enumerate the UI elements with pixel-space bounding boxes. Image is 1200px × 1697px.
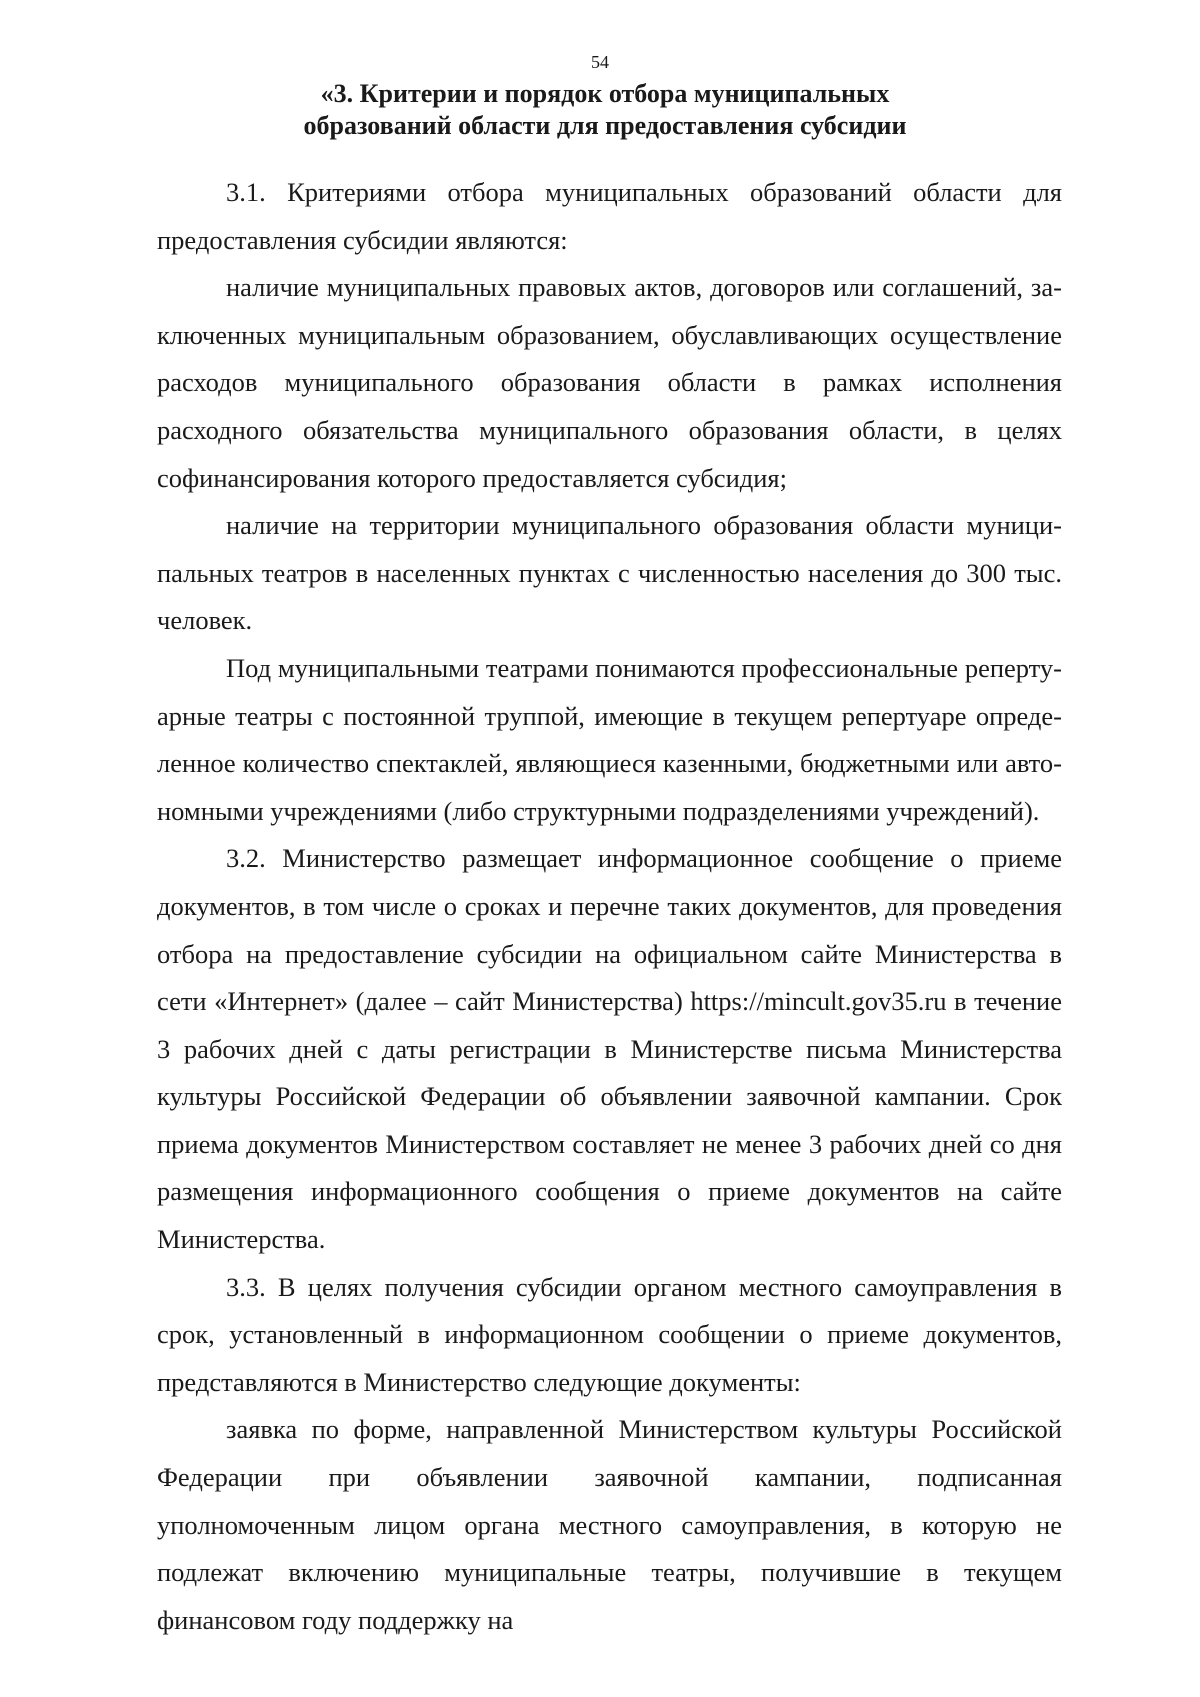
paragraph-criterion-theatres: наличие на территории муниципального образования области муниципальных театров в населенных пунктах с численностью населения до 300 тыс. человек. bbox=[157, 510, 1062, 636]
paragraph-theatre-definition: Под муниципальными театрами понимаются профессиональные репертуарные театры с постоянной труппой, имеющие в текущем репертуаре определенное количество спектаклей, являющиеся казенными, бюджетными или автономными учреждениями (либо структурными подразделениями учреждений). bbox=[157, 652, 1062, 826]
section-title-line-2: образований области для предоставления субсидии bbox=[303, 111, 907, 140]
paragraph-3-1: 3.1. Критериями отбора муниципальных образований области для предоставления субсидии являются: bbox=[157, 177, 1062, 255]
paragraph-application-form: заявка по форме, направленной Министерством культуры Российской Федерации при объявлении заявочной кампании, подписанная уполномоченным лицом органа местного самоуправления, в которую не подлежат включению муниципальные театры, получившие в текущем финансовом году поддержку на bbox=[157, 1414, 1062, 1635]
paragraph-3-3: 3.3. В целях получения субсидии органом местного самоуправления в срок, установленный в информационном сообщении о приеме документов, представляются в Министерство следующие документы: bbox=[157, 1271, 1062, 1397]
paragraph-3-2: 3.2. Министерство размещает информационное сообщение о приеме документов, в том числе о сроках и перечне таких документов, для проведения отбора на предоставление субсидии на официальном сайте Министерства в сети «Интернет» (далее – сайт Министерства) https://mincult.gov35.ru в течение 3 рабочих дней с даты регистрации в Министерстве письма Министерства культуры Российской Федерации об объявлении заявочной кампании. Срок приема документов Министерством составляет не менее 3 рабочих дней со дня размещения информационного сообщения о приеме документов на сайте Министерства. bbox=[157, 843, 1062, 1255]
paragraph-criterion-legal-acts: наличие муниципальных правовых актов, договоров или соглашений, заключенных муниципальным образованием, обуславливающих осуществление расходов муниципального образования области в рамках исполнения расходного обязательства муниципального образования области, в целях софинансирования которого предоставляется субсидия; bbox=[157, 272, 1062, 493]
section-title-line-1: «3. Критерии и порядок отбора муниципальных bbox=[320, 79, 890, 108]
page-number: 54 bbox=[591, 52, 609, 72]
document-body bbox=[157, 169, 1062, 1644]
section-title bbox=[150, 78, 1060, 142]
